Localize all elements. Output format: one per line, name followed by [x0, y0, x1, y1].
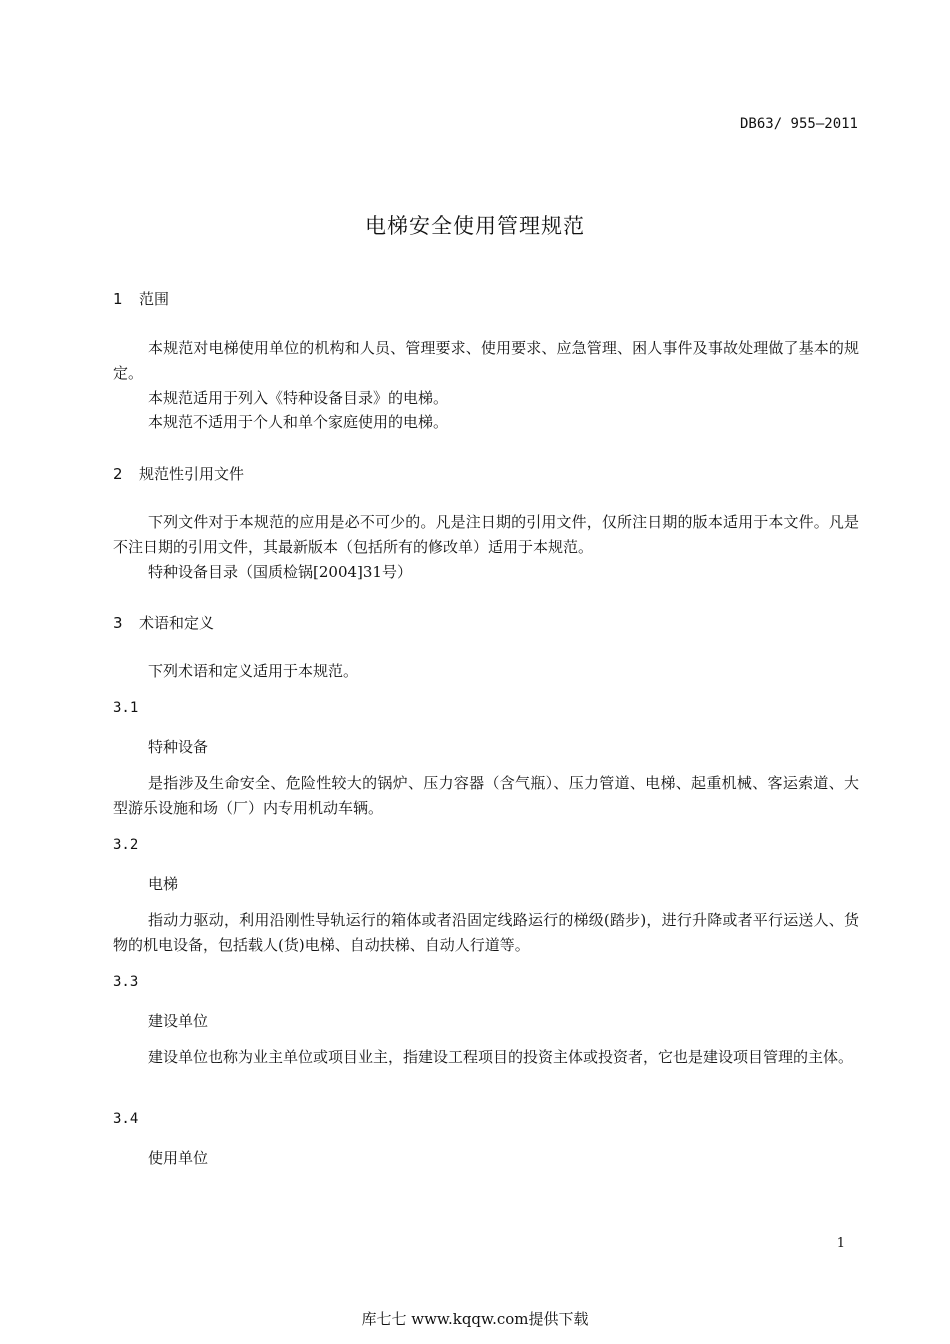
- paragraph: 本规范对电梯使用单位的机构和人员、管理要求、使用要求、应急管理、困人事件及事故处理做了基本的规定。: [113, 339, 859, 382]
- section-number: 3: [113, 614, 123, 632]
- document-number: DB63/ 955—2011: [739, 116, 858, 132]
- section-number: 2: [113, 465, 123, 483]
- section-title: 术语和定义: [139, 614, 215, 632]
- term-number: 3.2: [113, 837, 139, 853]
- term-title: 建设单位: [148, 1012, 209, 1030]
- section-title: 规范性引用文件: [139, 465, 245, 483]
- section-title: 范围: [139, 290, 170, 308]
- term-title: 特种设备: [148, 738, 209, 756]
- section-heading: [113, 463, 244, 484]
- term-number: 3.4: [113, 1111, 139, 1127]
- section-heading: [113, 288, 169, 309]
- term-title: 电梯: [148, 875, 179, 893]
- page-title: 电梯安全使用管理规范: [365, 214, 585, 238]
- paragraph: 下列术语和定义适用于本规范。: [148, 662, 359, 680]
- term-title: 使用单位: [148, 1149, 209, 1167]
- paragraph: 本规范适用于列入《特种设备目录》的电梯。: [148, 389, 449, 407]
- page-number: 1: [836, 1236, 845, 1251]
- section-number: 1: [113, 290, 123, 308]
- term-number: 3.3: [113, 974, 139, 990]
- section-heading: [113, 612, 214, 633]
- term-definition: 指动力驱动，利用沿刚性导轨运行的箱体或者沿固定线路运行的梯级(踏步)，进行升降或者平行运送人、货物的机电设备，包括载人(货)电梯、自动扶梯、自动人行道等。: [113, 911, 859, 954]
- term-definition: 建设单位也称为业主单位或项目业主，指建设工程项目的投资主体或投资者，它也是建设项目管理的主体。: [148, 1048, 854, 1066]
- term-number: 3.1: [113, 700, 139, 716]
- term-definition: 是指涉及生命安全、危险性较大的锅炉、压力容器（含气瓶）、压力管道、电梯、起重机械、客运索道、大型游乐设施和场（厂）内专用机动车辆。: [113, 774, 859, 817]
- paragraph: 本规范不适用于个人和单个家庭使用的电梯。: [148, 413, 449, 431]
- paragraph: 特种设备目录（国质检锅[2004]31号）: [148, 563, 412, 581]
- paragraph: 下列文件对于本规范的应用是必不可少的。凡是注日期的引用文件，仅所注日期的版本适用于本文件。凡是不注日期的引用文件，其最新版本（包括所有的修改单）适用于本规范。: [113, 513, 859, 556]
- footer-source: 库七七 www.kqqw.com提供下载: [361, 1310, 589, 1328]
